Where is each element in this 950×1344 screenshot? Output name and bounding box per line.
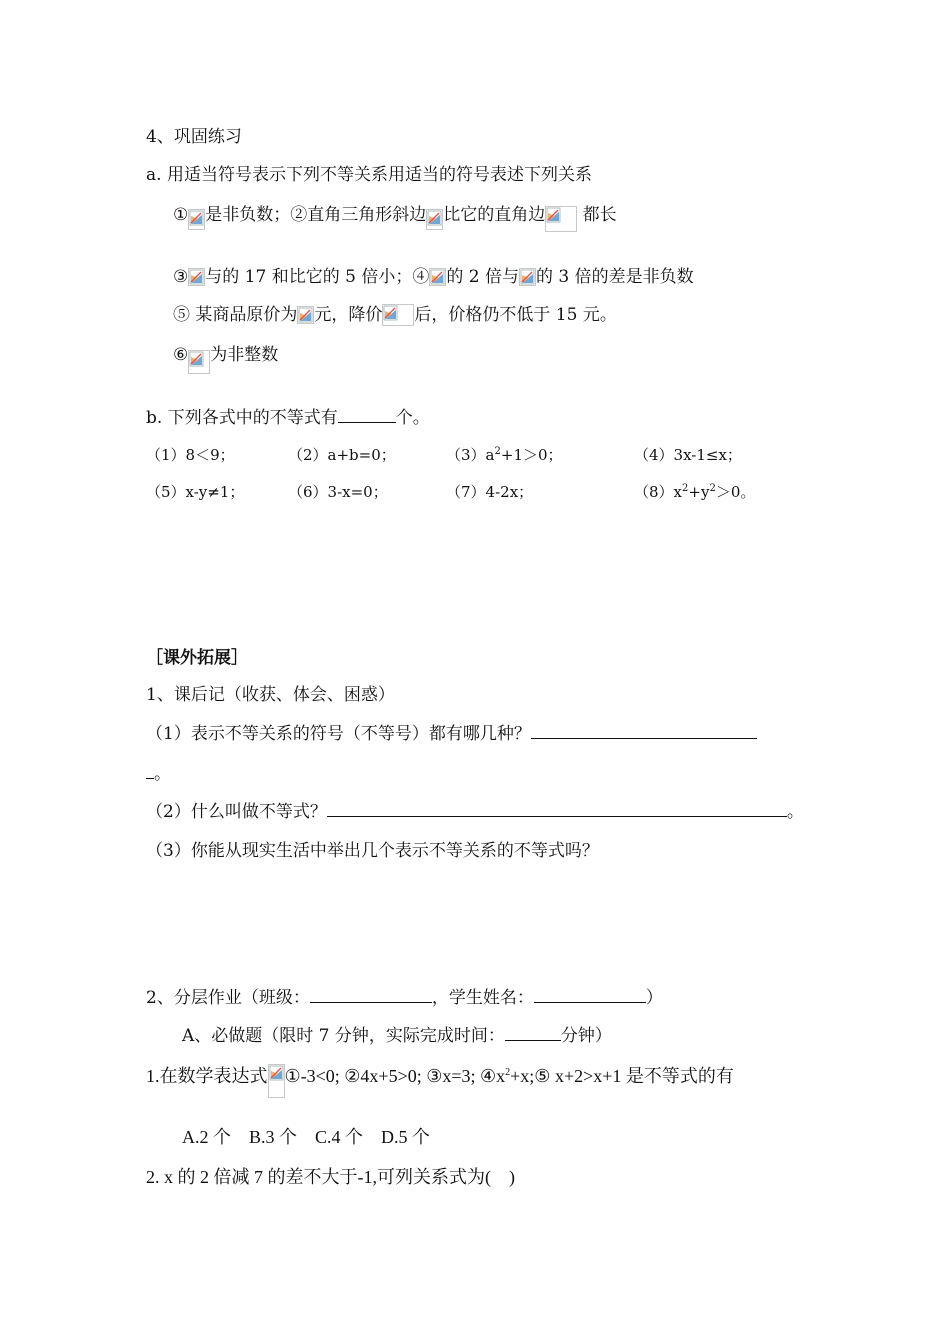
- item-3-text-b: 的 2 倍与: [446, 267, 519, 287]
- broken-image-icon: [519, 268, 536, 286]
- item-6-line: [173, 344, 278, 374]
- required-suffix: 分钟）: [560, 1026, 612, 1046]
- item-5-line: [173, 304, 617, 326]
- question-2-line: [146, 986, 663, 1009]
- answer-blank[interactable]: [327, 800, 787, 817]
- item-1-text-a: 是非负数；②直角三角形斜边: [205, 205, 427, 225]
- question-2-mid: ，学生姓名：: [431, 988, 534, 1008]
- broken-image-icon: [297, 306, 314, 324]
- broken-image-icon: [188, 268, 205, 286]
- question-1-title: 1、课后记（收获、体会、困惑）: [146, 685, 395, 705]
- answer-blank[interactable]: [146, 762, 154, 779]
- part-b-suffix: 个。: [395, 408, 430, 428]
- expression-6: （6）3-x=0；: [288, 483, 388, 501]
- item-3-text-c: 的 3 倍的差是非负数: [535, 267, 694, 287]
- required-section: [182, 1024, 612, 1047]
- student-name-blank[interactable]: [534, 986, 646, 1003]
- broken-image-icon: [545, 206, 577, 232]
- expression-7: （7）4-2x；: [446, 483, 534, 501]
- part-b-label: [146, 406, 430, 429]
- expression-4: （4）3x-1≤x；: [634, 446, 742, 464]
- expression-8: $(8)x^2+y^2>0$。: [634, 483, 756, 501]
- expression-5: （5）x-y≠1；: [146, 483, 245, 501]
- item-3-number: ③: [173, 267, 189, 287]
- question-1-1-text: （1）表示不等关系的符号（不等号）都有哪几种？: [146, 724, 531, 744]
- section-heading: 4、巩固练习: [146, 127, 242, 147]
- item-5-text-a: ⑤ 某商品原价为: [173, 305, 298, 325]
- class-blank[interactable]: [310, 986, 432, 1003]
- item-1-number: ①: [173, 205, 189, 225]
- time-blank[interactable]: [505, 1024, 561, 1041]
- question-1-2: [146, 800, 804, 823]
- item-3-text-a: 与的 17 和比它的 5 倍小；④: [205, 267, 430, 287]
- broken-image-icon: [382, 304, 414, 326]
- item-5-text-c: 后，价格仍不低于 15 元。: [414, 305, 617, 325]
- item-1-line: [173, 204, 617, 232]
- part-a-label: a. 用适当符号表示下列不等关系用适当的符号表述下列关系: [146, 165, 592, 185]
- item-3-line: [173, 266, 694, 288]
- problem-1-options: A.2 个 B.3 个 C.4 个 D.5 个: [182, 1127, 431, 1147]
- broken-image-icon: [188, 209, 205, 230]
- part-b-text: b. 下列各式中的不等式有: [146, 408, 338, 428]
- expression-1: （1）8＜9；: [146, 446, 235, 464]
- problem-2: 2. x 的 2 倍减 7 的差不大于-1,可列关系式为( ): [146, 1167, 515, 1187]
- question-1-1: [146, 722, 757, 745]
- question-1-1-continued: [146, 762, 171, 785]
- problem-1: 1.在数学表达式 ①-3<0; ②4x+5>0; ③x=3; $④x^2+x;⑤$ x+2>x+1 是不等式的有: [146, 1064, 734, 1098]
- item-1-text-b: 比它的直角边: [443, 205, 546, 225]
- item-1-text-c: 都长: [582, 205, 617, 225]
- broken-image-icon: [188, 350, 210, 374]
- broken-image-icon: [268, 1064, 285, 1098]
- expression-3: $(3)a^2+1>0$；: [446, 446, 563, 464]
- item-6-text: 为非整数: [210, 345, 279, 365]
- question-2-end: ）: [645, 988, 663, 1008]
- question-2-text: 2、分层作业（班级：: [146, 988, 310, 1008]
- required-text: A、必做题（限时 7 分钟，实际完成时间：: [182, 1026, 505, 1046]
- item-6-number: ⑥: [173, 345, 189, 365]
- extension-heading: ［课外拓展］: [146, 648, 248, 668]
- question-1-3: （3）你能从现实生活中举出几个表示不等关系的不等式吗？: [146, 841, 599, 861]
- question-1-2-end: 。: [786, 802, 804, 822]
- broken-image-icon: [429, 268, 446, 286]
- broken-image-icon: [426, 209, 443, 230]
- answer-blank[interactable]: [531, 722, 757, 739]
- question-1-1-end: 。: [154, 764, 171, 784]
- question-1-2-text: （2）什么叫做不等式？: [146, 802, 327, 822]
- answer-blank[interactable]: [338, 406, 396, 423]
- item-5-text-b: 元，降价: [314, 305, 383, 325]
- expression-2: （2）a+b=0；: [288, 446, 396, 464]
- problem-1-text-a: 1.在数学表达式: [146, 1066, 268, 1086]
